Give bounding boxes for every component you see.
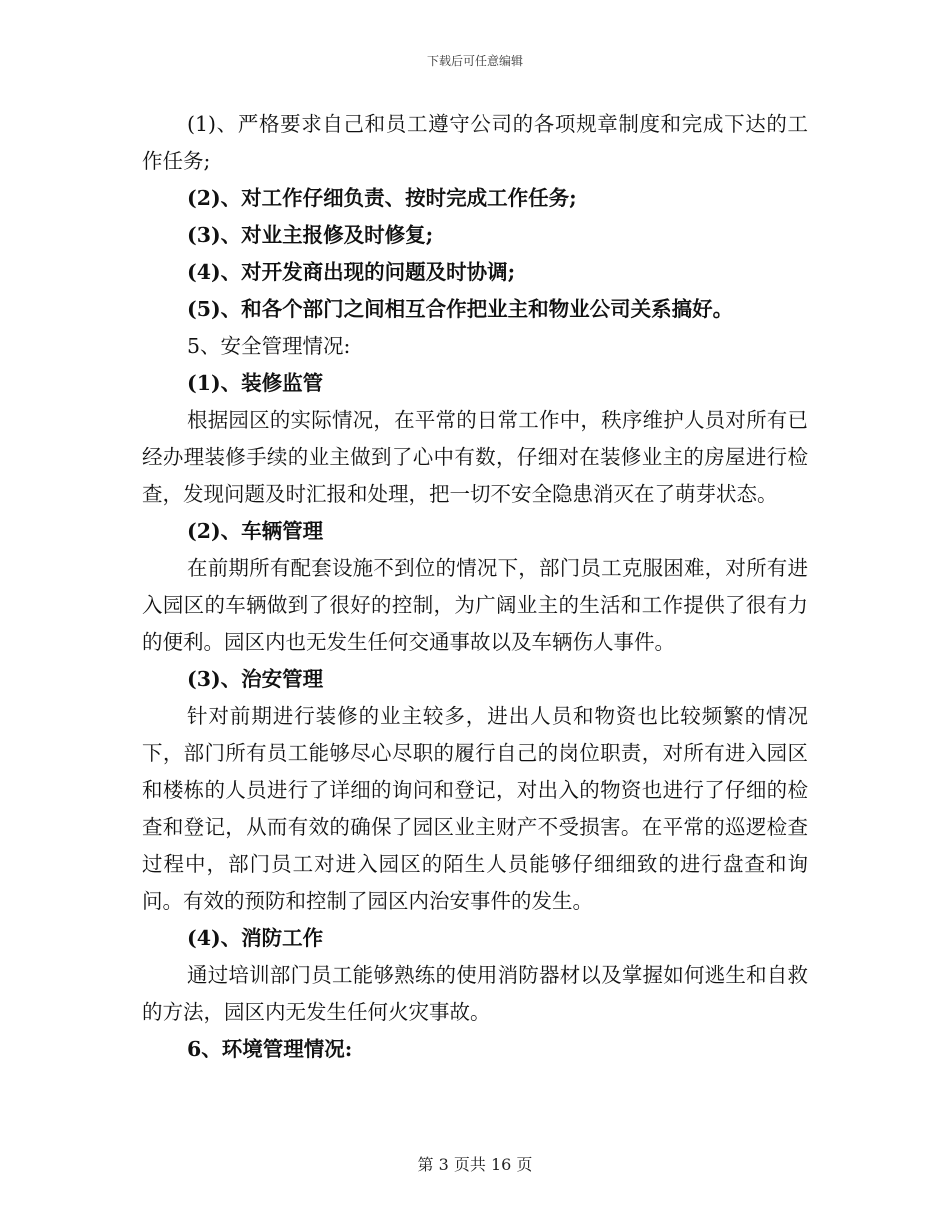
paragraph-fire: 通过培训部门员工能够熟练的使用消防器材以及掌握如何逃生和自救的方法，园区内无发生任何火灾事故。 bbox=[142, 963, 808, 1024]
paragraph-vehicle: 在前期所有配套设施不到位的情况下，部门员工克服困难，对所有进入园区的车辆做到了很好的控制，为广阔业主的生活和工作提供了很有力的便利。园区内也无发生任何交通事故以及车辆伤人事件。 bbox=[142, 556, 808, 654]
paragraph-item-3: (3)、对业主报修及时修复; bbox=[187, 223, 434, 247]
section-heading-safety: 5、安全管理情况: bbox=[187, 334, 351, 358]
subheading-renovation: (1)、装修监管 bbox=[187, 371, 324, 395]
page-number: 第 3 页共 16 页 bbox=[417, 1155, 533, 1174]
subheading-fire: (4)、消防工作 bbox=[187, 926, 324, 950]
subheading-vehicle: (2)、车辆管理 bbox=[187, 519, 324, 543]
paragraph-item-5: (5)、和各个部门之间相互合作把业主和物业公司关系搞好。 bbox=[187, 297, 734, 321]
paragraph-item-4: (4)、对开发商出现的问题及时协调; bbox=[187, 260, 516, 284]
paragraph-item-1: (1)、严格要求自己和员工遵守公司的各项规章制度和完成下达的工作任务; bbox=[142, 112, 808, 173]
paragraph-renovation: 根据园区的实际情况，在平常的日常工作中，秩序维护人员对所有已经办理装修手续的业主做到了心中有数，仔细对在装修业主的房屋进行检查，发现问题及时汇报和处理，把一切不安全隐患消灭在了萌芽状态。 bbox=[142, 408, 808, 506]
paragraph-security: 针对前期进行装修的业主较多，进出人员和物资也比较频繁的情况下，部门所有员工能够尽心尽职的履行自己的岗位职责，对所有进入园区和楼栋的人员进行了详细的询问和登记，对出入的物资也进行了仔细的检查和登记，从而有效的确保了园区业主财产不受损害。在平常的巡逻检查过程中，部门员工对进入园区的陌生人员能够仔细细致的进行盘查和询问。有效的预防和控制了园区内治安事件的发生。 bbox=[142, 704, 808, 913]
subheading-security: (3)、治安管理 bbox=[187, 667, 324, 691]
page-header-note: 下载后可任意编辑 bbox=[426, 54, 523, 68]
document-body bbox=[142, 106, 808, 1068]
paragraph-item-2: (2)、对工作仔细负责、按时完成工作任务; bbox=[187, 186, 577, 210]
section-heading-environment: 6、环境管理情况: bbox=[187, 1037, 353, 1061]
